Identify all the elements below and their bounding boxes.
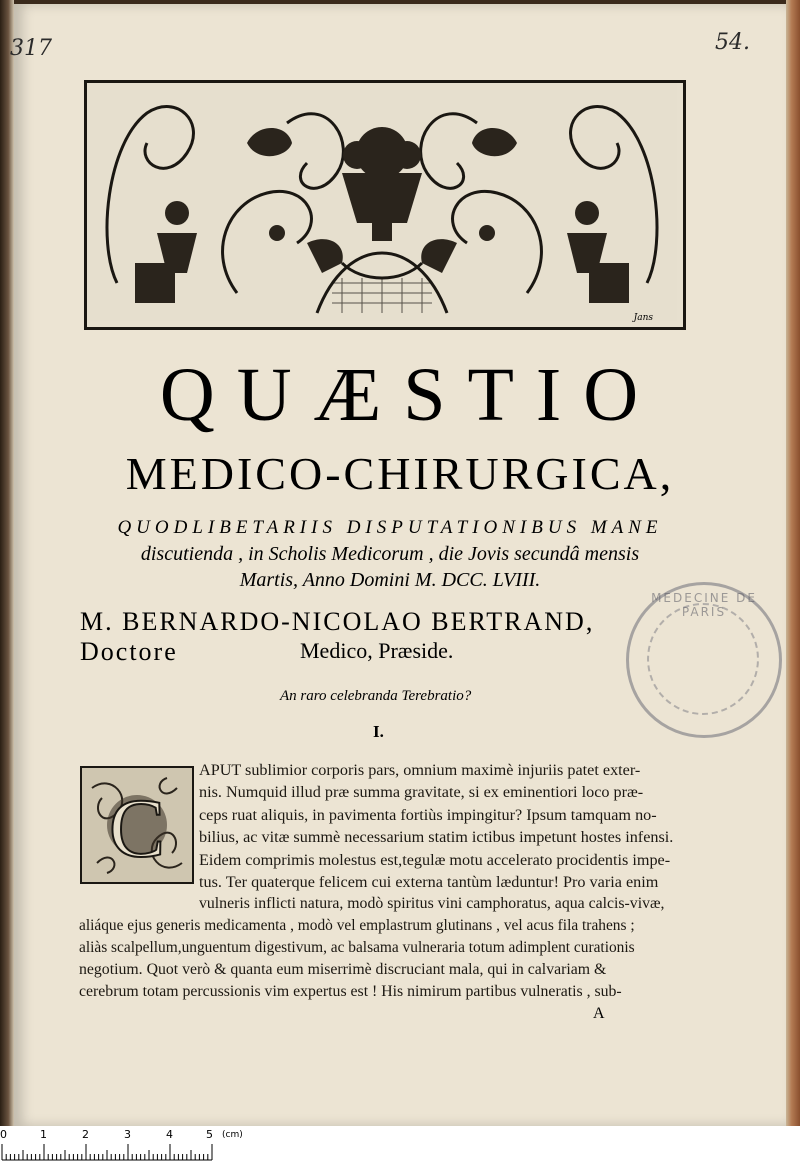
body-line: nis. Numquid illud præ summa gravitate, si ex eminentiori loco præ-: [199, 783, 644, 801]
section-number: I.: [373, 722, 384, 741]
body-line: negotium. Quot verò & quanta eum miserrimè discruciant mala, qui in calvariam &: [79, 961, 607, 978]
body-line: aliàs scalpellum,unguentum digestivum, ac balsama vulneraria totum adimplent curationis: [79, 939, 635, 956]
body-line: cerebrum totam percussionis vim expertus est ! His nimirum partibus vulneratis , sub-: [79, 983, 622, 1000]
signature-mark: A: [593, 1005, 605, 1022]
body-line: aliáque ejus generis medicamenta , modò vel emplastrum glutinans , vel acus fila trahens ;: [79, 917, 635, 934]
ruler-label: 1: [40, 1128, 47, 1141]
subtitle-line-1: QUODLIBETARIIS DISPUTATIONIBUS MANE: [117, 517, 663, 538]
subtitle-line-3: Martis, Anno Domini M. DCC. LVIII.: [239, 569, 541, 591]
headpiece-ornament-icon: [87, 83, 677, 321]
body-line: bilius, ac vitæ summè necessarium statim ictibus impetunt hostes infensi.: [199, 828, 674, 846]
floral-initial-icon: [82, 768, 192, 882]
title-line-2: MEDICO-CHIRURGICA,: [125, 448, 675, 499]
right-page-edge: [786, 0, 800, 1126]
scale-ruler: [0, 1126, 800, 1164]
library-stamp: [626, 582, 782, 738]
ruler-unit-label: (cm): [222, 1130, 243, 1140]
body-line: vulneris inflicti natura, modò spiritus vini camphoratus, aqua calcis-vivæ,: [199, 895, 665, 912]
body-line: APUT sublimior corporis pars, omnium maximè injuriis patet exter-: [199, 761, 641, 779]
praeses-line-2: Medico, Præside.: [300, 638, 454, 663]
body-line: Eidem comprimis molestus est,tegulæ motu accelerato procidentis impe-: [199, 851, 671, 869]
ruler-label: 4: [166, 1128, 173, 1141]
ruler-label: 0: [0, 1128, 7, 1141]
margin-note-left: 317: [10, 36, 52, 61]
ornamental-headpiece: [84, 80, 686, 330]
ruler-label: 2: [82, 1128, 89, 1141]
dropcap-letter: C: [108, 782, 166, 875]
decorated-initial: [80, 766, 194, 884]
body-line: tus. Ter quaterque felicem cui externa tantùm læduntur! Pro varia enim: [199, 873, 659, 891]
body-line: ceps ruat aliquis, in pavimenta fortiùs impingitur? Ipsum tamquam no-: [199, 806, 657, 824]
stamp-text: MEDECINE DE PARIS: [651, 591, 757, 619]
engraver-signature: Jans: [633, 313, 653, 323]
stamp-inner-ring: [647, 603, 759, 715]
subtitle-line-2: discutienda , in Scholis Medicorum , die Jovis secundâ mensis: [140, 543, 640, 565]
ruler-label: 3: [124, 1128, 131, 1141]
thesis-question: An raro celebranda Terebratio?: [280, 688, 472, 704]
margin-note-right: 54.: [715, 30, 750, 55]
title-line-1: QUÆSTIO: [159, 353, 661, 437]
praeses-line-1: M. BERNARDO-NICOLAO BERTRAND, Doctore: [80, 607, 595, 666]
ruler-label: 5: [206, 1128, 213, 1141]
